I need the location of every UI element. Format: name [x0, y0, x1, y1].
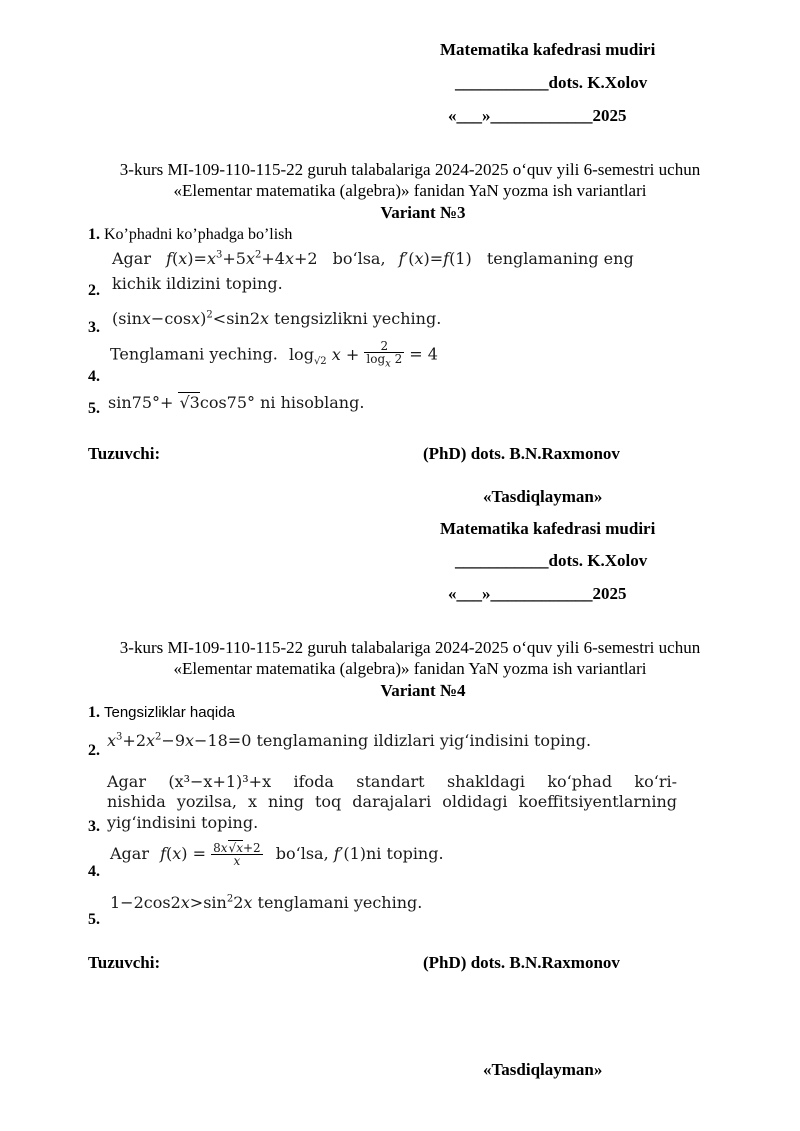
question-3-line-2: nishida yozilsa, x ning toq darajalari oldidagi koeffitsiyentlarning — [107, 792, 677, 811]
q4-tail: ni toping. — [366, 844, 444, 863]
q4-bolsa: bo‘lsa, — [275, 844, 329, 863]
department-head-title-2: Matematika kafedrasi mudiri — [440, 519, 656, 538]
question-1 — [88, 226, 292, 244]
author-label: Tuzuvchi: — [88, 444, 161, 463]
head-signature-line-1: ___________dots. K.Xolov — [455, 73, 648, 92]
question-3: $(\sin x-\cos x)^2<\sin 2x$ tengsizlikni yeching. — [112, 309, 442, 328]
intro-line-2: «Elementar matematika (algebra)» fanidan YaN yozma ish variantlari — [173, 181, 647, 200]
question-5: $1-2\cos 2x>\sin^22x$ tenglamani yeching. — [110, 893, 423, 912]
intro-line-1: 3-kurs MI-109-110-115-22 guruh talabalariga 2024-2025 o‘quv yili 6-semestri uchun — [119, 160, 701, 179]
question-4: Agar f(x) = $\frac{8x√x+2}{x}$ bo‘lsa, f′(1)ni toping. — [110, 841, 444, 868]
author-name: (PhD) dots. B.N.Raxmonov — [423, 953, 620, 972]
question-2: $x^3+2x^2-9x-18=0$ tenglamaning ildizlari yig‘indisini toping. — [107, 731, 592, 750]
question-number: 4. — [88, 368, 100, 385]
department-head-title-1: Matematika kafedrasi mudiri — [440, 40, 656, 59]
q4-text: Tenglamani yeching. — [110, 344, 278, 364]
question-number: 3. — [88, 818, 100, 835]
q5-text: tenglamani yeching. — [257, 893, 423, 912]
question-number: 2. — [88, 742, 100, 759]
q4-agar: Agar — [110, 844, 149, 863]
question-2-line-2: kichik ildizini toping. — [112, 274, 283, 293]
intro-line-1: 3-kurs MI-109-110-115-22 guruh talabalariga 2024-2025 o‘quv yili 6-semestri uchun — [119, 638, 701, 657]
question-3-line-3: yig‘indisini toping. — [107, 813, 259, 832]
question-number: 1. — [88, 704, 100, 721]
q3-text: tengsizlikni yeching. — [274, 309, 442, 328]
question-number: 3. — [88, 319, 100, 336]
variant-title: Variant №4 — [380, 681, 466, 700]
question-2-line-1: Agar $f(x)=x^3+5x^2+4x+2$ bo‘lsa, f′(x)=f(1) tenglamaning eng — [112, 249, 634, 268]
approval-date-line-1: «___»____________2025 — [448, 106, 627, 125]
head-signature-line-2: ___________dots. K.Xolov — [455, 551, 648, 570]
q2-bolsa: bo‘lsa, — [332, 249, 386, 268]
q2-text: tenglamaning ildizlari yig‘indisini toping. — [256, 731, 592, 750]
author-name: (PhD) dots. B.N.Raxmonov — [423, 444, 620, 463]
question-number: 5. — [88, 400, 100, 417]
q2-agar: Agar — [112, 249, 151, 268]
question-3-line-1: Agar (x³−x+1)³+x ifoda standart shakldagi ko‘phad ko‘ri- — [107, 772, 677, 791]
variant-title: Variant №3 — [380, 203, 466, 222]
question-number: 4. — [88, 863, 100, 880]
question-number: 5. — [88, 911, 100, 928]
question-5: sin75°+ √3cos75° ni hisoblang. — [108, 393, 365, 412]
approval-stamp-2: «Tasdiqlayman» — [483, 487, 603, 506]
question-text: Tengsizliklar haqida — [104, 704, 235, 721]
question-number: 2. — [88, 282, 100, 299]
intro-line-2: «Elementar matematika (algebra)» fanidan YaN yozma ish variantlari — [173, 659, 647, 678]
approval-stamp-3: «Tasdiqlayman» — [483, 1060, 603, 1079]
question-text: Ko’phadni ko’phadga bo’lish — [104, 226, 293, 243]
question-4: Tenglamani yeching. $\log_{√2} x$ + $\frac{2}{\log_x 2}$ = 4 — [110, 339, 438, 370]
q5-text: ni hisoblang. — [260, 393, 365, 412]
question-number: 1. — [88, 226, 100, 243]
approval-date-line-2: «___»____________2025 — [448, 584, 627, 603]
author-label: Tuzuvchi: — [88, 953, 161, 972]
q2-tail: tenglamaning eng — [486, 249, 634, 268]
question-1 — [88, 704, 235, 722]
